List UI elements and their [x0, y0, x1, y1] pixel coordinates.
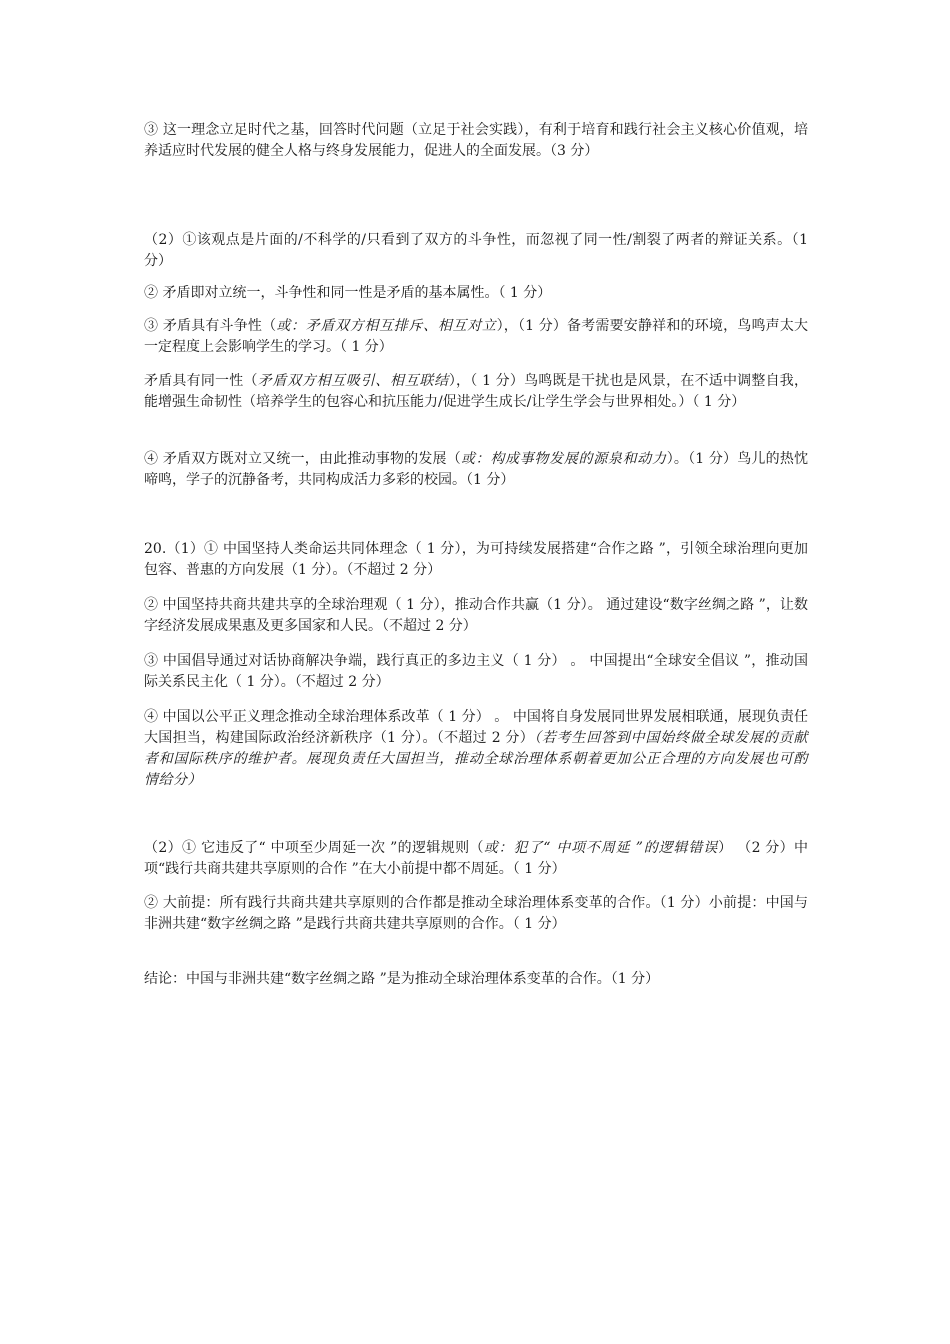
q19-2-point-5: [144, 449, 808, 491]
q19-2-point-3-text-b: ），（1 分）备考需要安静祥和的环境，鸟鸣声太大一定程度上会影响学生的学习。（ 1 分）: [144, 318, 809, 355]
q20-1-point-1: 20.（1）① 中国坚持人类命运共同体理念（ 1 分），为可持续发展搭建“合作之路 ”，引领全球治理向更加包容、普惠的方向发展（1 分）。（不超过 2 分）: [144, 541, 808, 578]
q20-2-conclusion: 结论：中国与非洲共建“数字丝绸之路 ”是为推动全球治理体系变革的合作。（1 分）: [144, 971, 660, 987]
q20-2-point-1-text-a: （2）① 它违反了“ 中项至少周延一次 ”的逻辑规则（: [144, 840, 484, 856]
q19-2-point-3: [144, 316, 808, 358]
q19-2-point-4-note: 矛盾双方相互吸引、相互联结: [257, 373, 449, 389]
q19-1-point-3: ③ 这一理念立足时代之基，回答时代问题（立足于社会实践），有利于培育和践行社会主义核心价值观，培养适应时代发展的健全人格与终身发展能力，促进人的全面发展。（3 分）: [144, 122, 808, 159]
q19-2-point-5-text-b: ）。（1 分）鸟儿的热忱啼鸣，学子的沉静备考，共同构成活力多彩的校园。（1 分）: [144, 451, 809, 488]
q20-1-point-3: ③ 中国倡导通过对话协商解决争端，践行真正的多边主义（ 1 分） 。 中国提出“全球安全倡议 ”，推动国际关系民主化（ 1 分）。（不超过 2 分）: [144, 653, 808, 690]
q19-2-point-5-note: 或：构成事物发展的源泉和动力: [460, 451, 667, 467]
q20-1-point-4-note: （若考生回答到中国始终做全球发展的贡献者和国际秩序的维护者。展现负责任大国担当，推动全球治理体系朝着更加公正合理的方向发展也可酌情给分）: [144, 730, 809, 788]
q20-2-point-1-text-b: ） （2 分）中项“践行共商共建共享原则的合作 ”在大小前提中都不周延。（ 1 分）: [144, 840, 808, 877]
q19-2-point-1: （2）①该观点是片面的/不科学的/只看到了双方的斗争性，而忽视了同一性/割裂了两者的辩证关系。（1 分）: [144, 232, 813, 269]
q20-2-point-1: [144, 838, 808, 880]
q19-2-point-4-text-b: ），（ 1 分）鸟鸣既是干扰也是风景，在不适中调整自我，能增强生命韧性（培养学生的包容心和抗压能力/促进学生成长/让学生学会与世界相处。）（ 1 分）: [144, 373, 809, 410]
q19-2-point-3-note: 或：矛盾双方相互排斥、相互对立: [276, 318, 497, 334]
q19-2-point-4: [144, 371, 808, 413]
q20-2-point-2: ② 大前提：所有践行共商共建共享原则的合作都是推动全球治理体系变革的合作。（1 分）小前提：中国与非洲共建“数字丝绸之路 ”是践行共商共建共享原则的合作。（ 1 分）: [144, 895, 808, 932]
q19-2-point-2: ② 矛盾即对立统一，斗争性和同一性是矛盾的基本属性。（ 1 分）: [144, 285, 552, 301]
q20-1-point-4: [144, 707, 808, 791]
q20-1-point-2: ② 中国坚持共商共建共享的全球治理观（ 1 分），推动合作共赢（1 分）。 通过建设“数字丝绸之路 ”，让数字经济发展成果惠及更多国家和人民。（不超过 2 分）: [144, 597, 808, 634]
q19-2-point-4-text-a: 矛盾具有同一性（: [144, 373, 258, 389]
q20-2-point-1-note: 或：犯了“ 中项不周延 ”的逻辑错误: [483, 840, 719, 856]
q20-1-point-4-text: ④ 中国以公平正义理念推动全球治理体系改革（ 1 分） 。 中国将自身发展同世界发展相联通，展现负责任大国担当，构建国际政治经济新秩序（1 分）。（不超过 2 分）: [144, 709, 808, 746]
q19-2-point-3-text-a: ③ 矛盾具有斗争性（: [144, 318, 277, 334]
q19-2-point-5-text-a: ④ 矛盾双方既对立又统一，由此推动事物的发展（: [144, 451, 461, 467]
